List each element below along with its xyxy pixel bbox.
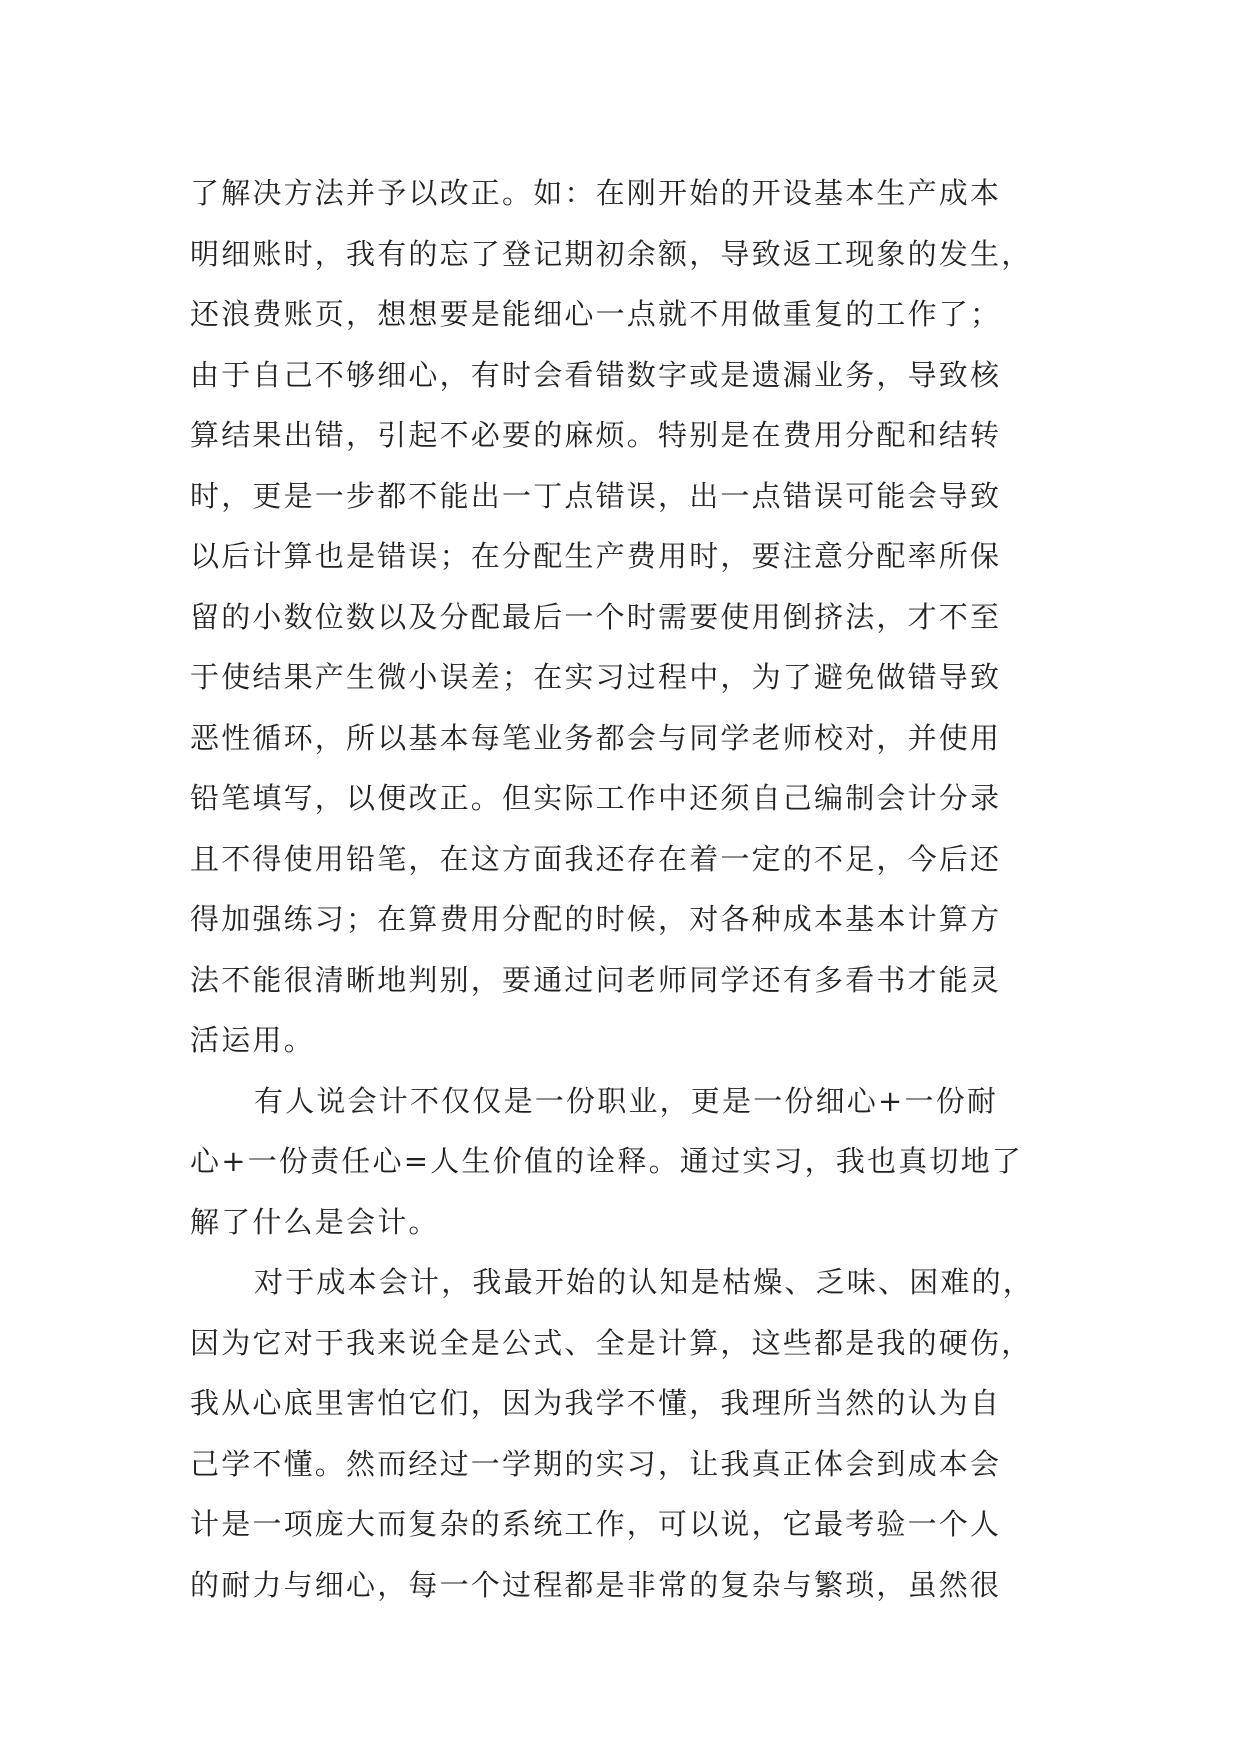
- text-line: 解了什么是会计。: [190, 1204, 440, 1239]
- text-line: 对于成本会计，我最开始的认知是枯燥、乏味、困难的，: [254, 1265, 1035, 1299]
- text-line: 法不能很清晰地判别，要通过问老师同学还有多看书才能灵: [190, 962, 1002, 997]
- text-line: 时，更是一步都不能出一丁点错误，出一点错误可能会导致: [190, 478, 1002, 513]
- text-line: 己学不懂。然而经过一学期的实习，让我真正体会到成本会: [190, 1446, 1002, 1481]
- text-line: 的耐力与细心，每一个过程都是非常的复杂与繁琐，虽然很: [190, 1567, 1002, 1602]
- paragraph-1: [190, 163, 1050, 1071]
- text-line: 活运用。: [190, 1023, 315, 1057]
- text-line: 有人说会计不仅仅是一份职业，更是一份细心+一份耐: [254, 1083, 999, 1118]
- text-line: 留的小数位数以及分配最后一个时需要使用倒挤法，才不至: [190, 599, 1002, 634]
- paragraph-2: [190, 1071, 1050, 1253]
- text-line: 以后计算也是错误；在分配生产费用时，要注意分配率所保: [190, 539, 1002, 573]
- text-line: 了解决方法并予以改正。如：在刚开始的开设基本生产成本: [190, 176, 1002, 210]
- text-line: 恶性循环，所以基本每笔业务都会与同学老师校对，并使用: [190, 720, 1002, 755]
- text-line: 心+一份责任心=人生价值的诠释。通过实习，我也真切地了: [190, 1144, 1023, 1178]
- text-line: 且不得使用铅笔，在这方面我还存在着一定的不足，今后还: [190, 841, 1002, 876]
- text-line: 还浪费账页，想想要是能细心一点就不用做重复的工作了；: [190, 297, 1002, 331]
- text-line: 算结果出错，引起不必要的麻烦。特别是在费用分配和结转: [190, 418, 1002, 452]
- text-line: 我从心底里害怕它们，因为我学不懂，我理所当然的认为自: [190, 1386, 1002, 1420]
- text-line: 得加强练习；在算费用分配的时候，对各种成本基本计算方: [190, 902, 1002, 936]
- paragraph-3: [190, 1252, 1050, 1615]
- text-line: 因为它对于我来说全是公式、全是计算，这些都是我的硬伤，: [190, 1325, 1033, 1360]
- body-text: [190, 163, 1050, 1615]
- text-line: 由于自己不够细心，有时会看错数字或是遗漏业务，导致核: [190, 357, 1002, 392]
- text-line: 铅笔填写，以便改正。但实际工作中还须自己编制会计分录: [190, 781, 1002, 815]
- text-line: 计是一项庞大而复杂的系统工作，可以说，它最考验一个人: [190, 1507, 1002, 1541]
- text-line: 明细账时，我有的忘了登记期初余额，导致返工现象的发生，: [190, 236, 1033, 271]
- text-line: 于使结果产生微小误差；在实习过程中，为了避免做错导致: [190, 660, 1002, 694]
